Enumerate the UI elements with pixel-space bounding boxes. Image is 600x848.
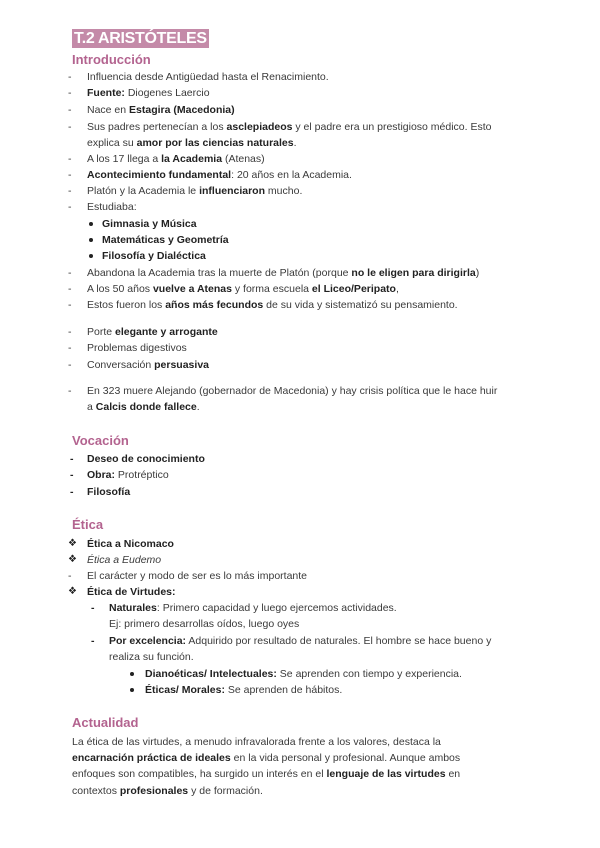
diamond-bullet-icon: ❖ <box>68 554 77 565</box>
bullet-dot <box>89 238 93 242</box>
dash-marker: - <box>68 342 72 354</box>
dash-marker: - <box>68 153 72 165</box>
dash-marker: - <box>68 385 72 397</box>
document-page: T.2 ARISTÓTELES Introducción - Influencia desde Antigüedad hasta el Renacimiento. - Fuente: Diogenes Laercio - Nace en Estagira (Macedonia) - Sus padres pertenecían a los asclepiadeos y el padre era un prestigioso médico. Esto explica su amor por las ciencias naturales. - A los 17 llega a la Academia (Atenas) - Acontecimiento fundamental: 20 años en la Academia. - Platón y la Academia le influenciaron mucho. - Estudiaba: Gimnasia y Música Matemáticas y Geometría Filosofía y Dialéctica - Abandona la Academia tras la muerte de Platón (porque no le eligen para dirigirla) - A los 50 años vuelve a Atenas y forma escuela el Liceo/Peripato, - Estos fueron los años más fecundos de su vida y sistematizó su pensamiento. - Porte elegante y arrogante - Problemas digestivos - Conversación persuasiva - En 323 muere Alejando (gobernador de Macedonia) y hay crisis política que le hace huir a Calcis donde fallece. Vocación - Deseo de conocimiento - Obra: Protréptico - Filosofía Ética ❖ Ética a Nicomaco ❖ Ética a Eudemo - El carácter y modo de ser es lo más importante ❖ Ética de Virtudes: - Naturales: Primero capacidad y luego ejercemos actividades. Ej: primero desarrollas oídos, luego oyes - Por excelencia: Adquirido por resultado de naturales. El hombre se hace bueno y realiza su función. Dianoéticas/ Intelectuales: Se aprenden con tiempo y experiencia. Éticas/ Morales: Se aprenden de hábitos. Actualidad La ética de las virtudes, a menudo infravalorada frente a los valores, destaca la encarnación práctica de ideales en la vida personal y profesional. Aunque ambos enfoques son compatibles, ha surgido un interés en el lenguaje de las virtudes en contextos profesionales y de formación. <box>68 30 498 797</box>
bullet-dot <box>130 672 134 676</box>
dash-marker: - <box>68 87 72 99</box>
bold-dash-marker: - <box>70 486 74 498</box>
dash-marker: - <box>68 104 72 116</box>
dash-marker: - <box>68 121 72 133</box>
dash-marker: - <box>68 267 72 279</box>
dash-marker: - <box>68 201 72 213</box>
dash-marker: - <box>68 359 72 371</box>
bullet-dot <box>89 254 93 258</box>
page-title: T.2 ARISTÓTELES <box>74 30 207 47</box>
section-heading-introduccion: Introducción <box>72 52 151 67</box>
dash-marker: - <box>68 283 72 295</box>
bullet-dot <box>89 222 93 226</box>
dash-marker: - <box>68 71 72 83</box>
dash-marker: - <box>68 570 72 582</box>
dash-marker: - <box>68 169 72 181</box>
dash-marker: - <box>68 299 72 311</box>
dash-marker: - <box>68 185 72 197</box>
dash-marker: - <box>91 635 95 647</box>
section-heading-actualidad: Actualidad <box>72 715 139 730</box>
section-heading-etica: Ética <box>72 517 104 532</box>
bold-dash-marker: - <box>70 453 74 465</box>
bold-dash-marker: - <box>70 469 74 481</box>
bullet-dot <box>130 688 134 692</box>
section-heading-vocacion: Vocación <box>72 433 129 448</box>
diamond-bullet-icon: ❖ <box>68 538 77 549</box>
diamond-bullet-icon: ❖ <box>68 586 77 597</box>
dash-marker: - <box>91 602 95 614</box>
dash-marker: - <box>68 326 72 338</box>
